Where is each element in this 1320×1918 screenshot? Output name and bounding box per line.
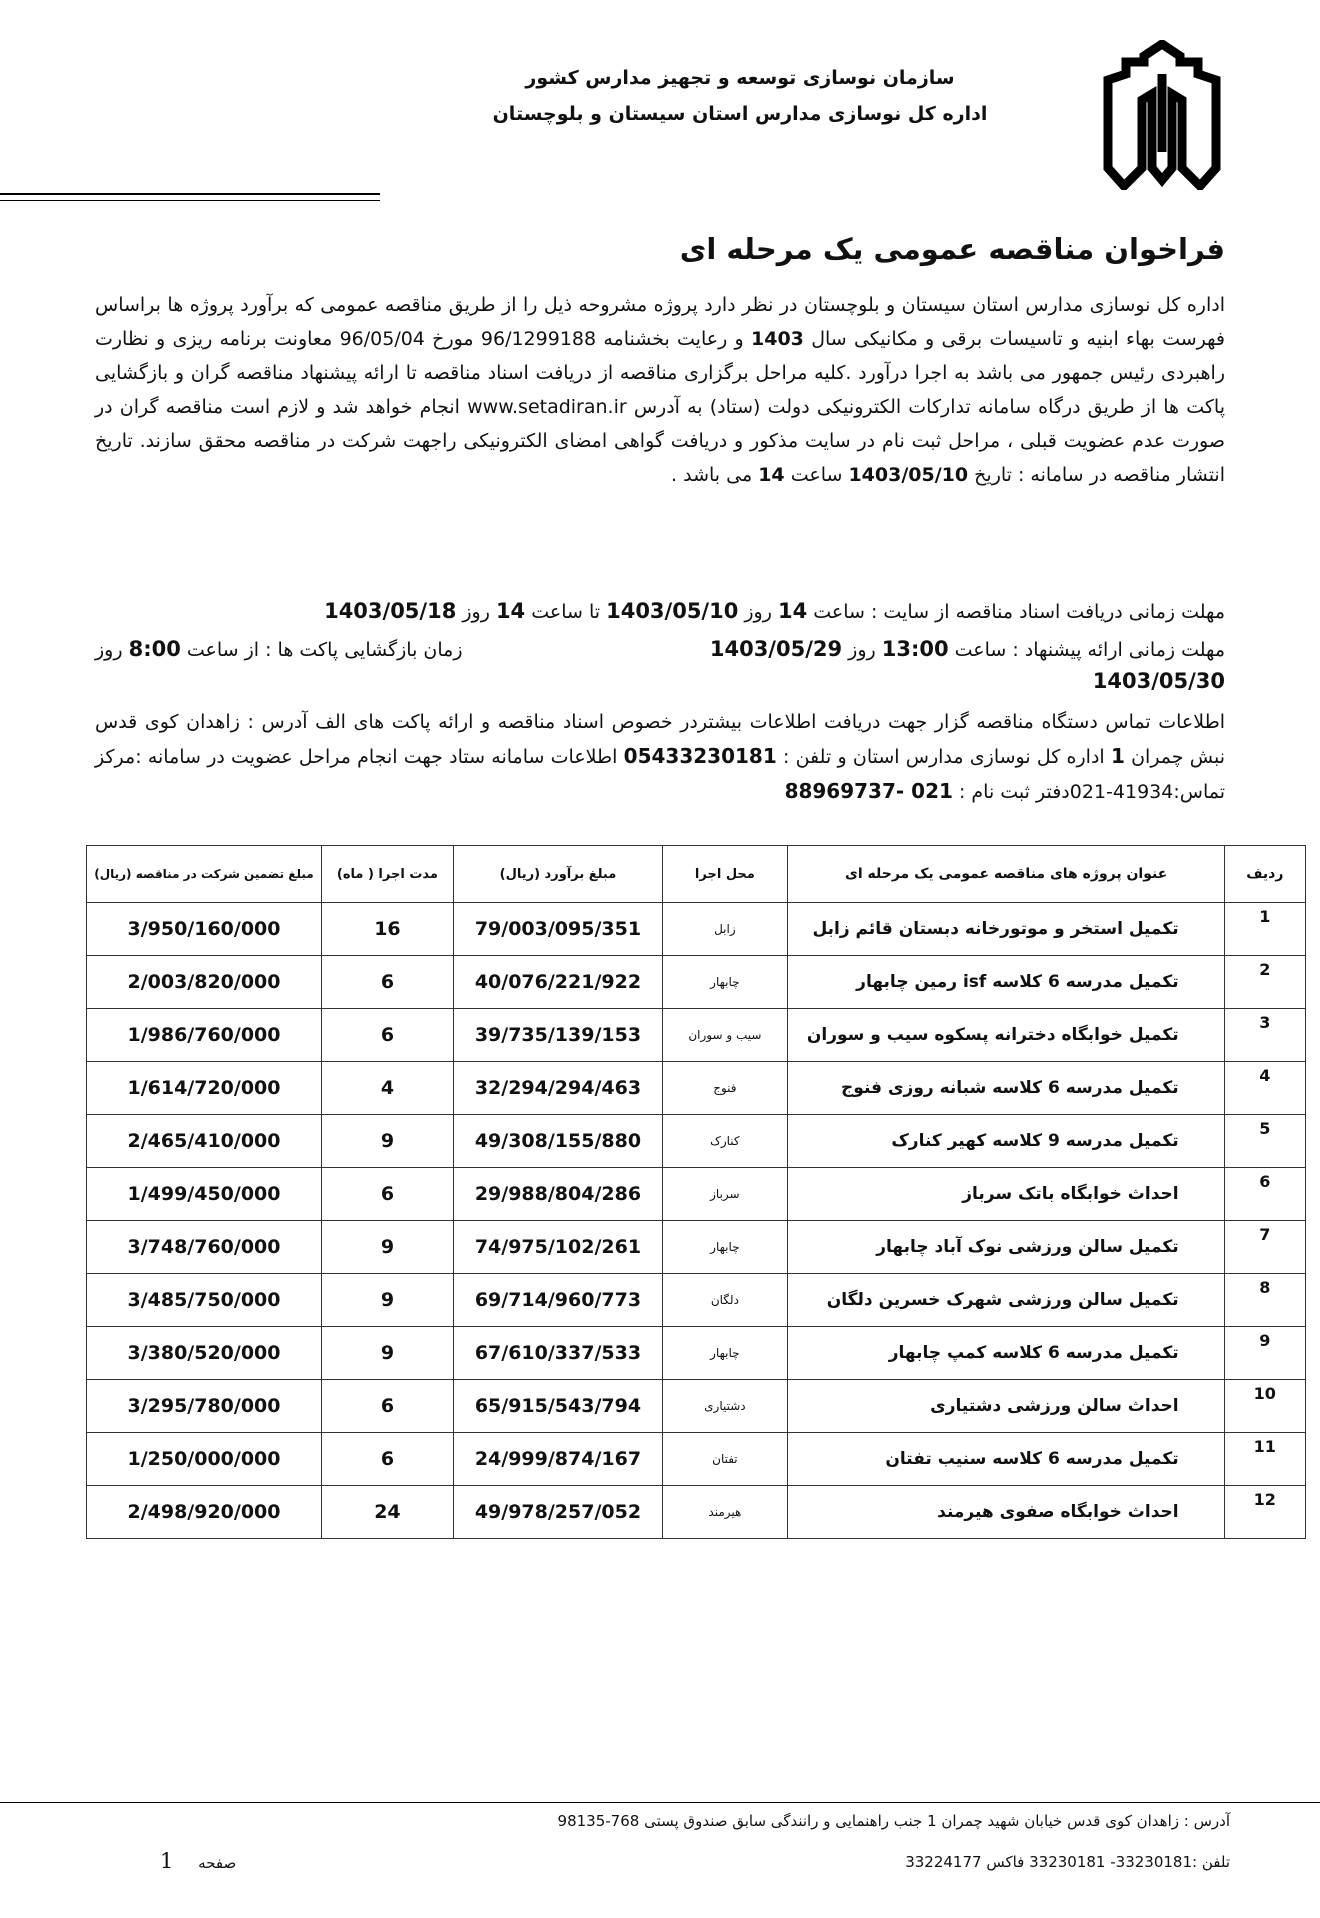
table-row: [87, 903, 1306, 956]
docs-to-date: 1403/05/18: [324, 599, 457, 623]
row-number: 6: [1224, 1168, 1305, 1221]
project-location: چابهار: [663, 1327, 788, 1380]
page-label: صفحه: [198, 1854, 237, 1872]
org-department: اداره کل نوسازی مدارس استان سیستان و بلوچستان: [492, 103, 988, 125]
docs-from-hour: 14: [777, 599, 808, 623]
footer-divider: [0, 1802, 1320, 1803]
project-bond: 2/498/920/000: [87, 1486, 322, 1539]
project-duration: 9: [321, 1221, 453, 1274]
opening-hour: 8:00: [128, 637, 181, 661]
project-location: کنارک: [663, 1115, 788, 1168]
project-title: احداث خوابگاه صفوی هیرمند: [787, 1486, 1224, 1539]
project-duration: 6: [321, 1009, 453, 1062]
project-location: تفتان: [663, 1433, 788, 1486]
project-duration: 16: [321, 903, 453, 956]
project-bond: 2/465/410/000: [87, 1115, 322, 1168]
row-number: 4: [1224, 1062, 1305, 1115]
intro-text-5: می باشد .: [671, 464, 753, 486]
project-estimate: 74/975/102/261: [453, 1221, 662, 1274]
project-bond: 1/614/720/000: [87, 1062, 322, 1115]
project-estimate: 29/988/804/286: [453, 1168, 662, 1221]
table-row: [87, 1062, 1306, 1115]
docs-deadline-line: [95, 594, 1225, 629]
project-estimate: 65/915/543/794: [453, 1380, 662, 1433]
intro-paragraph: [95, 288, 1225, 492]
project-title: تکمیل مدرسه 6 کلاسه سنیب تفتان: [787, 1433, 1224, 1486]
header-divider: [0, 193, 380, 195]
project-estimate: 24/999/874/167: [453, 1433, 662, 1486]
project-title: تکمیل مدرسه 6 کلاسه کمپ چابهار: [787, 1327, 1224, 1380]
project-estimate: 49/308/155/880: [453, 1115, 662, 1168]
project-title: تکمیل خوابگاه دخترانه پسکوه سیب و سوران: [787, 1009, 1224, 1062]
row-number: 3: [1224, 1009, 1305, 1062]
project-duration: 24: [321, 1486, 453, 1539]
project-duration: 9: [321, 1327, 453, 1380]
project-estimate: 39/735/139/153: [453, 1009, 662, 1062]
project-estimate: 69/714/960/773: [453, 1274, 662, 1327]
project-duration: 6: [321, 1433, 453, 1486]
table-row: [87, 1433, 1306, 1486]
project-duration: 6: [321, 956, 453, 1009]
table-row: [87, 1380, 1306, 1433]
project-title: تکمیل استخر و موتورخانه دبستان قائم زابل: [787, 903, 1224, 956]
project-duration: 9: [321, 1115, 453, 1168]
project-estimate: 32/294/294/463: [453, 1062, 662, 1115]
row-number: 10: [1224, 1380, 1305, 1433]
project-bond: 1/986/760/000: [87, 1009, 322, 1062]
project-location: چابهار: [663, 956, 788, 1009]
opening-label: زمان بازگشایی پاکت ها : از ساعت: [186, 639, 463, 661]
header-row-number: ردیف: [1224, 846, 1305, 903]
docs-to-hour: 14: [495, 599, 526, 623]
day-word: روز: [744, 601, 772, 623]
project-bond: 2/003/820/000: [87, 956, 322, 1009]
organization-header: [460, 60, 1020, 132]
project-title: تکمیل سالن ورزشی شهرک خسرین دلگان: [787, 1274, 1224, 1327]
project-bond: 1/499/450/000: [87, 1168, 322, 1221]
project-bond: 3/748/760/000: [87, 1221, 322, 1274]
project-estimate: 49/978/257/052: [453, 1486, 662, 1539]
project-location: هیرمند: [663, 1486, 788, 1539]
project-duration: 4: [321, 1062, 453, 1115]
publish-date: 1403/05/10: [848, 464, 969, 486]
contact-phone: 05433230181: [623, 744, 777, 768]
document-title: فراخوان مناقصه عمومی یک مرحله ای: [679, 232, 1225, 266]
intro-text-2: و رعایت بخشنامه 96/1299188 مورخ 96/05/04 معاونت برنامه ریزی و نظارت راهبردی رئیس جمهور می باشد به اجرا درآورد .کلیه مراحل برگزاری مناقصه از دریافت اسناد مناقصه تا ارائه پیشنهاد مناقصه گران و بازگشایی پاکت ها از طریق درگاه سامانه تدارکات الکترونیکی دولت (ستاد) به آدرس: [95, 328, 1225, 418]
website-link[interactable]: www.setadiran.ir: [467, 396, 627, 418]
offer-hour: 13:00: [881, 637, 949, 661]
project-title: تکمیل مدرسه 6 کلاسه isf رمین چابهار: [787, 956, 1224, 1009]
day-word: روز: [95, 639, 123, 661]
intro-text-3: انجام خواهد شد و لازم است مناقصه گران در صورت عدم عضویت قبلی ، مراحل ثبت نام در سایت مذکور و دریافت گواهی امضای الکترونیکی راجهت شرکت در مناقصه محقق سازند. تاریخ انتشار مناقصه در سامانه : تاریخ: [95, 396, 1225, 486]
table-row: [87, 1486, 1306, 1539]
emblem-logo: [1100, 40, 1225, 190]
table-row: [87, 1221, 1306, 1274]
project-bond: 3/485/750/000: [87, 1274, 322, 1327]
docs-from-date: 1403/05/10: [606, 599, 739, 623]
intro-text-1: اداره کل نوسازی مدارس استان سیستان و بلوچستان در نظر دارد پروژه مشروحه ذیل را از طریق مناقصه عمومی که برآورد پروژه ها براساس فهرست بهاء ابنیه و تاسیسات برقی و مکانیکی سال: [95, 294, 1225, 350]
contact-text-2: اداره کل نوسازی مدارس استان و تلفن :: [782, 746, 1105, 768]
page-number-value: 1: [160, 1849, 174, 1873]
projects-table: [86, 845, 1306, 1539]
table-row: [87, 1168, 1306, 1221]
table-header-row: [87, 846, 1306, 903]
offer-date: 1403/05/29: [709, 637, 843, 661]
header-duration: مدت اجرا ( ماه): [321, 846, 453, 903]
project-duration: 9: [321, 1274, 453, 1327]
contact-text-3: اطلاعات سامانه ستاد جهت انجام مراحل عضویت در سامانه :مرکز تماس:41934-021دفتر ثبت نام :: [95, 746, 1225, 803]
day-word: روز: [462, 601, 490, 623]
project-title: احداث سالن ورزشی دشتیاری: [787, 1380, 1224, 1433]
registration-phone: 88969737- 021: [784, 779, 953, 803]
row-number: 9: [1224, 1327, 1305, 1380]
row-number: 5: [1224, 1115, 1305, 1168]
project-title: احداث خوابگاه باتک سرباز: [787, 1168, 1224, 1221]
footer-phone: تلفن :33230181- 33230181 فاکس 33224177: [905, 1853, 1230, 1871]
header-location: محل اجرا: [663, 846, 788, 903]
project-estimate: 79/003/095/351: [453, 903, 662, 956]
header-project-title: عنوان پروژه های مناقصه عمومی یک مرحله ای: [787, 846, 1224, 903]
project-bond: 3/950/160/000: [87, 903, 322, 956]
project-duration: 6: [321, 1380, 453, 1433]
offer-deadline-label: مهلت زمانی ارائه پیشنهاد : ساعت: [954, 639, 1225, 661]
offer-deadline-line: [95, 632, 1225, 667]
page-number: [160, 1849, 236, 1873]
org-name: سازمان نوسازی توسعه و تجهیز مدارس کشور: [525, 67, 955, 89]
opening-date-line: [95, 664, 1225, 699]
project-estimate: 67/610/337/533: [453, 1327, 662, 1380]
price-list-year: 1403: [751, 328, 804, 350]
contact-paragraph: [95, 705, 1225, 809]
publish-hour: 14: [758, 464, 785, 486]
project-title: تکمیل سالن ورزشی نوک آباد چابهار: [787, 1221, 1224, 1274]
project-location: سیب و سوران: [663, 1009, 788, 1062]
table-row: [87, 1327, 1306, 1380]
row-number: 12: [1224, 1486, 1305, 1539]
project-title: تکمیل مدرسه 6 کلاسه شبانه روزی فنوج: [787, 1062, 1224, 1115]
row-number: 7: [1224, 1221, 1305, 1274]
project-duration: 6: [321, 1168, 453, 1221]
row-number: 8: [1224, 1274, 1305, 1327]
day-word: روز: [848, 639, 876, 661]
header-divider-thin: [0, 200, 380, 201]
project-estimate: 40/076/221/922: [453, 956, 662, 1009]
header-bond: مبلغ تضمین شرکت در مناقصه (ریال): [87, 846, 322, 903]
project-location: سرباز: [663, 1168, 788, 1221]
header-estimate: مبلغ برآورد (ریال): [453, 846, 662, 903]
opening-date: 1403/05/30: [1092, 669, 1225, 693]
project-location: فنوج: [663, 1062, 788, 1115]
table-row: [87, 956, 1306, 1009]
contact-text-1: اطلاعات تماس دستگاه مناقصه گزار جهت دریافت اطلاعات بیشتردر خصوص اسناد مناقصه و ارائه پاکت های الف آدرس : زاهدان کوی قدس نبش چمران: [95, 711, 1226, 768]
intro-text-4: ساعت: [790, 464, 843, 486]
project-bond: 3/295/780/000: [87, 1380, 322, 1433]
docs-deadline-label: مهلت زمانی دریافت اسناد مناقصه از سایت : ساعت: [813, 601, 1225, 623]
project-bond: 1/250/000/000: [87, 1433, 322, 1486]
row-number: 1: [1224, 903, 1305, 956]
footer-address: آدرس : زاهدان کوی قدس خیابان شهید چمران 1 جنب راهنمایی و رانندگی سابق صندوق پستی 768-98135: [557, 1812, 1230, 1830]
project-bond: 3/380/520/000: [87, 1327, 322, 1380]
street-number: 1: [1110, 744, 1125, 768]
table-row: [87, 1009, 1306, 1062]
opening-time: [95, 632, 463, 667]
row-number: 11: [1224, 1433, 1305, 1486]
project-title: تکمیل مدرسه 9 کلاسه کهیر کنارک: [787, 1115, 1224, 1168]
project-location: چابهار: [663, 1221, 788, 1274]
project-location: دشتیاری: [663, 1380, 788, 1433]
until-word: تا ساعت: [531, 601, 601, 623]
project-location: دلگان: [663, 1274, 788, 1327]
row-number: 2: [1224, 956, 1305, 1009]
table-row: [87, 1115, 1306, 1168]
project-location: زابل: [663, 903, 788, 956]
table-row: [87, 1274, 1306, 1327]
